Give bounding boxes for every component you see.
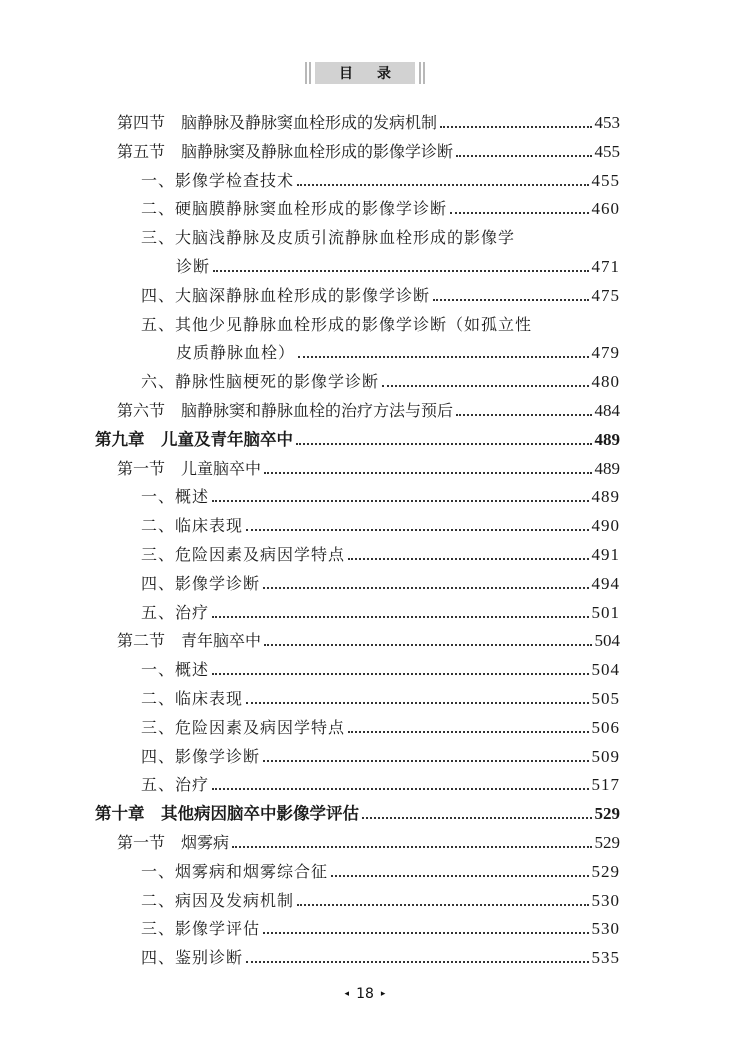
header-decoration <box>419 62 421 84</box>
toc-page-number: 471 <box>591 257 620 276</box>
dot-leader <box>212 616 588 618</box>
toc-item-row[interactable] <box>141 710 620 738</box>
toc-item-row[interactable] <box>141 508 620 536</box>
toc-entry-text: 四、鉴别诊断 <box>141 948 244 967</box>
dot-leader <box>232 846 591 848</box>
toc-section-row[interactable] <box>117 825 620 853</box>
toc-page-number: 479 <box>591 343 620 362</box>
dot-leader <box>298 356 588 358</box>
dot-leader <box>246 529 588 531</box>
dot-leader <box>348 558 588 560</box>
toc-item-row[interactable] <box>141 739 620 767</box>
toc-item-row[interactable] <box>141 911 620 939</box>
toc-entry-text: 第五节 脑静脉窦及静脉血栓形成的影像学诊断 <box>117 142 454 161</box>
toc-entry-text: 六、静脉性脑梗死的影像学诊断 <box>141 372 380 391</box>
toc-item-row[interactable] <box>141 681 620 709</box>
toc-page-number: 505 <box>591 689 620 708</box>
dot-leader <box>263 932 588 934</box>
toc-entry-text: 一、概述 <box>141 660 210 679</box>
toc-entry-text: 五、其他少见静脉血栓形成的影像学诊断（如孤立性 <box>141 315 533 334</box>
toc-section-row[interactable] <box>117 623 620 651</box>
toc-section-row[interactable] <box>117 105 620 133</box>
toc-page-number: 506 <box>591 718 620 737</box>
toc-entry-text: 一、烟雾病和烟雾综合征 <box>141 862 329 881</box>
toc-entry-text: 第二节 青年脑卒中 <box>117 631 262 650</box>
dot-leader <box>362 817 592 819</box>
dot-leader <box>212 788 588 790</box>
toc-page-number: 455 <box>591 171 620 190</box>
page-title: 目录 <box>339 66 415 82</box>
toc-item-row[interactable] <box>141 163 620 191</box>
toc-entry-text: 二、临床表现 <box>141 516 244 535</box>
toc-page-number: 489 <box>594 459 620 478</box>
toc-entry-text: 五、治疗 <box>141 775 210 794</box>
toc-page-number: 530 <box>591 919 620 938</box>
toc-page-number: 484 <box>594 401 620 420</box>
toc-section-row[interactable] <box>117 134 620 162</box>
toc-entry-text: 第六节 脑静脉窦和静脉血栓的治疗方法与预后 <box>117 401 454 420</box>
toc-chapter-row[interactable] <box>95 796 620 824</box>
toc-entry-text: 二、病因及发病机制 <box>141 891 295 910</box>
toc-cont-row[interactable] <box>176 335 620 363</box>
dot-leader <box>263 760 588 762</box>
dot-leader <box>263 587 588 589</box>
dot-leader <box>348 731 588 733</box>
toc-item-row[interactable] <box>141 566 620 594</box>
toc-entry-text: 三、危险因素及病因学特点 <box>141 545 346 564</box>
dot-leader <box>331 875 588 877</box>
toc-item-row[interactable] <box>141 883 620 911</box>
toc-page-number: 509 <box>591 747 620 766</box>
toc-page-number: 494 <box>591 574 620 593</box>
toc-item-row[interactable] <box>141 191 620 219</box>
page-number: 18 <box>356 986 374 1002</box>
dot-leader <box>212 500 588 502</box>
toc-page-number: 529 <box>594 833 620 852</box>
toc-entry-text: 第一节 烟雾病 <box>117 833 230 852</box>
toc-item-row[interactable] <box>141 479 620 507</box>
toc-page-number: 480 <box>591 372 620 391</box>
toc-entry-text: 三、大脑浅静脉及皮质引流静脉血栓形成的影像学 <box>141 228 516 247</box>
dot-leader <box>264 644 591 646</box>
left-triangle-icon: ◂ <box>344 989 350 999</box>
toc-entry-text: 二、硬脑膜静脉窦血栓形成的影像学诊断 <box>141 199 448 218</box>
toc-entry-text: 五、治疗 <box>141 603 210 622</box>
dot-leader <box>433 299 588 301</box>
dot-leader <box>212 673 588 675</box>
toc-page-number: 453 <box>594 113 620 132</box>
toc-page-number: 517 <box>591 775 620 794</box>
header-decoration <box>309 62 311 84</box>
toc-entry-text: 第九章 儿童及青年脑卒中 <box>95 430 293 449</box>
dot-leader <box>297 904 588 906</box>
toc-entry-text: 四、影像学诊断 <box>141 574 261 593</box>
dot-leader <box>382 385 588 387</box>
dot-leader <box>246 702 588 704</box>
toc-entry-text: 一、概述 <box>141 487 210 506</box>
toc-entry-text: 四、大脑深静脉血栓形成的影像学诊断 <box>141 286 431 305</box>
toc-page-number: 504 <box>591 660 620 679</box>
toc-page-number: 535 <box>591 948 620 967</box>
header-title-box <box>315 62 415 84</box>
toc-page-number: 460 <box>591 199 620 218</box>
toc-item-row[interactable] <box>141 940 620 968</box>
toc-page-number: 489 <box>591 487 620 506</box>
page-header <box>0 62 730 86</box>
toc-item-row[interactable] <box>141 537 620 565</box>
toc-section-row[interactable] <box>117 451 620 479</box>
dot-leader <box>456 414 591 416</box>
dot-leader <box>456 155 591 157</box>
dot-leader <box>297 184 588 186</box>
toc-section-row[interactable] <box>117 393 620 421</box>
toc-entry-text: 第十章 其他病因脑卒中影像学评估 <box>95 804 359 823</box>
toc-page-number: 501 <box>591 603 620 622</box>
header-decoration <box>423 62 425 84</box>
toc-page-number: 504 <box>594 631 620 650</box>
dot-leader <box>450 212 588 214</box>
header-decoration <box>305 62 307 84</box>
toc-page-number: 530 <box>591 891 620 910</box>
toc-entry-text: 第一节 儿童脑卒中 <box>117 459 262 478</box>
toc-page-number: 529 <box>594 804 620 823</box>
dot-leader <box>264 472 591 474</box>
toc-item-row[interactable] <box>141 364 620 392</box>
toc-page-number: 529 <box>591 862 620 881</box>
toc-item-row[interactable] <box>141 595 620 623</box>
toc-item-row[interactable] <box>141 278 620 306</box>
toc-entry-text: 皮质静脉血栓） <box>176 343 296 362</box>
page-footer <box>0 986 730 1002</box>
toc-page-number: 489 <box>594 430 620 449</box>
toc-entry-text: 一、影像学检查技术 <box>141 171 295 190</box>
right-triangle-icon: ▸ <box>380 989 386 999</box>
toc-entry-text: 四、影像学诊断 <box>141 747 261 766</box>
toc-cont-row[interactable] <box>176 249 620 277</box>
toc-entry-text: 第四节 脑静脉及静脉窦血栓形成的发病机制 <box>117 113 438 132</box>
toc-page-number: 475 <box>591 286 620 305</box>
dot-leader <box>213 270 588 272</box>
toc-entry-text: 三、影像学评估 <box>141 919 261 938</box>
toc-entry-text: 诊断 <box>176 257 211 276</box>
dot-leader <box>246 961 588 963</box>
toc-item-row[interactable] <box>141 854 620 882</box>
toc-page-number: 490 <box>591 516 620 535</box>
toc-chapter-row[interactable] <box>95 422 620 450</box>
dot-leader <box>440 126 591 128</box>
toc-page-number: 455 <box>594 142 620 161</box>
toc-entry-text: 二、临床表现 <box>141 689 244 708</box>
toc-entry-text: 三、危险因素及病因学特点 <box>141 718 346 737</box>
toc-item-row[interactable] <box>141 767 620 795</box>
toc-page-number: 491 <box>591 545 620 564</box>
dot-leader <box>296 443 592 445</box>
toc-item-row[interactable] <box>141 652 620 680</box>
